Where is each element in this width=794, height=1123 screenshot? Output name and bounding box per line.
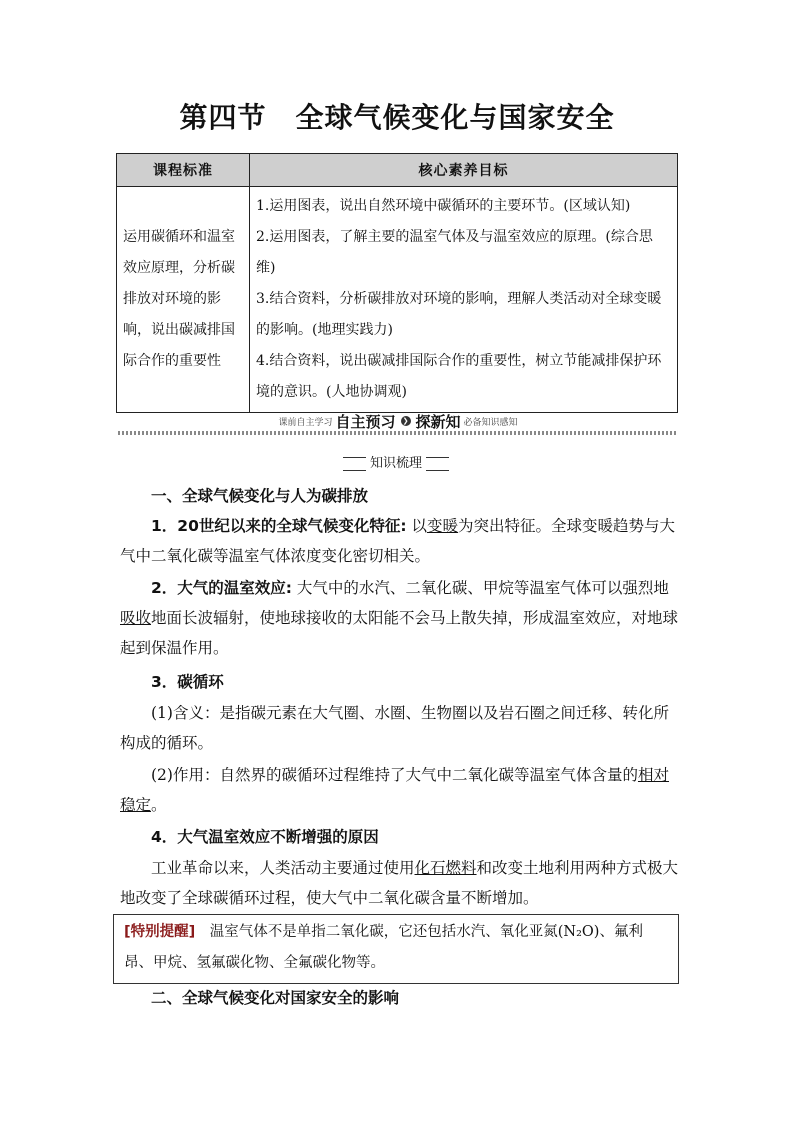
- header-core-literacy-goals: 核心素养目标: [250, 154, 678, 187]
- paragraph-3-heading: 3．碳循环: [151, 673, 224, 691]
- page-title: 第四节 全球气候变化与国家安全: [179, 101, 615, 134]
- arrow-circle-icon: ❯: [401, 416, 411, 426]
- paragraph-3a: (1)含义：是指碳元素在大气圈、水圈、生物圈以及岩石圈之间迁移、转化所构成的循环。: [120, 704, 669, 752]
- curriculum-table: [116, 153, 678, 413]
- banner-right-caption: 必备知识感知: [463, 417, 518, 428]
- paragraph-3b: (2)作用：自然界的碳循环过程维持了大气中二氧化碳等温室气体含量的相对稳定。: [120, 766, 669, 814]
- paragraph-4-heading: 4．大气温室效应不断增强的原因: [151, 828, 379, 846]
- knowledge-tag: 知识梳理: [343, 453, 449, 475]
- curriculum-standard-cell: 运用碳循环和温室效应原理，分析碳排放对环境的影响，说出碳减排国际合作的重要性: [117, 187, 250, 413]
- paragraph-2: 2．大气的温室效应: 大气中的水汽、二氧化碳、甲烷等温室气体可以强烈地吸收地面长波辐射，使地球接收的太阳能不会马上散失掉，形成温室效应，对地球起到保温作用。: [120, 579, 679, 657]
- paragraph-4: 工业革命以来，人类活动主要通过使用化石燃料和改变土地利用两种方式极大地改变了全球碳循环过程，使大气中二氧化碳含量不断增加。: [120, 859, 679, 907]
- goal-item: 4.结合资料，说出碳减排国际合作的重要性，树立节能减排保护环境的意识。(人地协调观): [256, 353, 662, 400]
- banner-title-2: 探新知: [415, 412, 461, 431]
- special-reminder-box: [113, 914, 679, 984]
- goal-item: 2.运用图表，了解主要的温室气体及与温室效应的原理。(综合思维): [256, 229, 653, 276]
- reminder-text: 温室气体不是单指二氧化碳，它还包括水汽、氧化亚氮(N₂O)、氟利昂、甲烷、氢氟碳化物、全氟碳化物等。: [124, 924, 643, 971]
- goal-item: 3.结合资料，分析碳排放对环境的影响，理解人类活动对全球变暖的影响。(地理实践力): [256, 291, 662, 338]
- reminder-label: [特别提醒]: [124, 924, 196, 940]
- section2-heading: 二、全球气候变化对国家安全的影响: [151, 989, 400, 1007]
- table-header-row: [117, 154, 678, 187]
- dotted-divider: [118, 431, 678, 435]
- paragraph-1: 1．20世纪以来的全球气候变化特征: 以变暖为突出特征。全球变暖趋势与大气中二氧化碳等温室气体浓度变化密切相关。: [120, 517, 676, 565]
- table-row: [117, 187, 678, 413]
- goal-item: 1.运用图表，说出自然环境中碳循环的主要环节。(区域认知): [256, 198, 631, 214]
- header-curriculum-standard: 课程标准: [117, 154, 250, 187]
- goals-cell: [250, 187, 678, 413]
- banner-title-1: 自主预习: [335, 412, 396, 431]
- banner-left-caption: 课前自主学习: [278, 417, 333, 428]
- section-banner: [118, 412, 678, 430]
- section1-heading: 一、全球气候变化与人为碳排放: [151, 487, 369, 505]
